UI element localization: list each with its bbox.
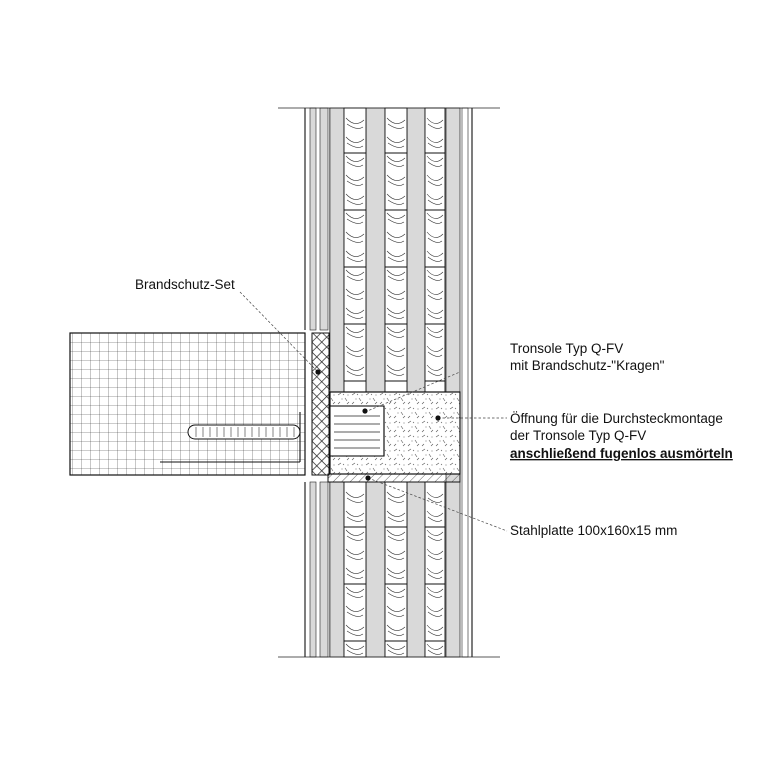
wall-cladding-right — [446, 108, 472, 657]
label-tronsole-line1: Tronsole Typ Q-FV — [510, 341, 624, 356]
steel-plate — [328, 474, 460, 482]
fire-protection-set — [312, 333, 329, 475]
concrete-slab — [70, 333, 305, 475]
label-tronsole-line2: mit Brandschutz-"Kragen" — [510, 358, 665, 373]
clt-wall — [278, 108, 500, 657]
label-stahlplatte: Stahlplatte 100x160x15 mm — [510, 523, 678, 538]
clt-layers — [330, 108, 445, 657]
label-brandschutz-set: Brandschutz-Set — [135, 277, 235, 292]
label-oeffnung-line1: Öffnung für die Durchsteckmontage — [510, 411, 723, 426]
label-oeffnung-line3: anschließend fugenlos ausmörteln — [510, 446, 733, 461]
label-oeffnung-line2: der Tronsole Typ Q-FV — [510, 428, 647, 443]
